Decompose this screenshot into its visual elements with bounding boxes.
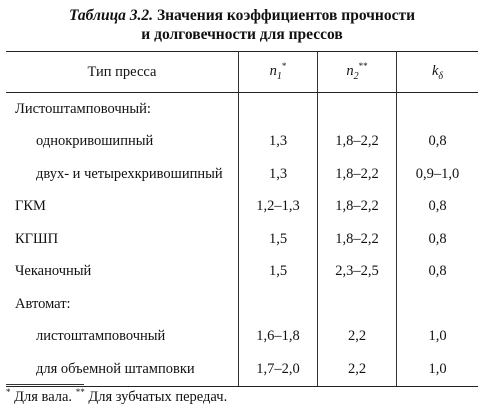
row-k: 0,8 <box>428 263 447 280</box>
table-row <box>6 158 478 191</box>
footnote-mark-1: * <box>6 387 11 397</box>
table-row <box>6 93 478 126</box>
table-row <box>6 288 478 321</box>
table-row <box>6 191 478 224</box>
row-n1: 1,3 <box>239 158 318 191</box>
row-k <box>397 288 479 321</box>
row-name: листоштамповочный <box>6 321 239 354</box>
row-n1: 1,7–2,0 <box>239 353 318 386</box>
row-n2: 1,8–2,2 <box>318 191 397 224</box>
row-name: Чеканочный <box>6 256 239 289</box>
row-n1: 1,5 <box>239 223 318 256</box>
table-row <box>6 126 478 159</box>
row-k <box>397 93 479 126</box>
row-n2: 2,3–2,5 <box>318 256 397 289</box>
row-n2: 1,8–2,2 <box>318 223 397 256</box>
footnote-text-2: Для зубчатых передач. <box>84 388 228 405</box>
row-name: однокривошипный <box>6 126 239 159</box>
footnote-text-1: Для вала. <box>10 388 76 405</box>
row-n2: 1,8–2,2 <box>318 158 397 191</box>
header-n2: $n_2^{**}$ <box>318 52 397 93</box>
row-k: 0,9–1,0 <box>415 165 460 182</box>
header-n1: $n_1^*$ <box>239 52 318 93</box>
row-name: Автомат: <box>6 288 239 321</box>
row-name: ГКМ <box>6 191 239 224</box>
row-n1: 1,2–1,3 <box>239 191 318 224</box>
row-n2: 1,8–2,2 <box>318 126 397 159</box>
row-n2 <box>318 93 397 126</box>
table-row <box>6 353 478 386</box>
row-name: Листоштамповочный: <box>6 93 239 126</box>
caption-title-1: Значения коэффициентов прочности <box>156 7 416 24</box>
header-row <box>6 52 478 93</box>
table-caption <box>0 6 484 44</box>
row-n1: 1,3 <box>239 126 318 159</box>
footnote-mark-2: ** <box>75 387 85 397</box>
row-n2: 2,2 <box>318 321 397 354</box>
coefficients-table <box>6 51 478 387</box>
table-row <box>6 321 478 354</box>
row-n1 <box>239 93 318 126</box>
footnote-divider <box>6 384 84 385</box>
row-k: 1,0 <box>428 328 447 345</box>
caption-title-2: и долговечности для прессов <box>141 26 343 43</box>
footnote <box>6 387 227 406</box>
header-type: Тип пресса <box>6 52 239 93</box>
row-n1: 1,5 <box>239 256 318 289</box>
row-n1 <box>239 288 318 321</box>
table-row <box>6 223 478 256</box>
caption-label: Таблица 3.2. <box>68 7 154 24</box>
header-k: $k_\delta$ <box>397 52 479 93</box>
row-k: 0,8 <box>428 133 447 150</box>
row-name: для объемной штамповки <box>6 353 239 386</box>
caption-line-1 <box>0 6 484 25</box>
row-k: 1,0 <box>397 353 479 386</box>
row-k: 0,8 <box>428 198 447 215</box>
row-n2 <box>318 288 397 321</box>
row-name: КГШП <box>6 223 239 256</box>
table-row <box>6 256 478 289</box>
row-k: 0,8 <box>428 230 447 247</box>
row-n2: 2,2 <box>318 353 397 386</box>
row-n1: 1,6–1,8 <box>239 321 318 354</box>
row-name: двух- и четырехкривошипный <box>6 158 239 191</box>
